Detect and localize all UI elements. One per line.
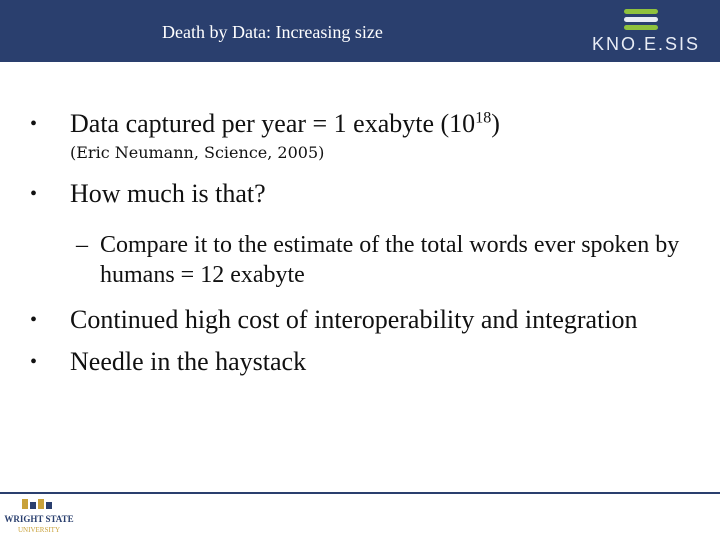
- bullet-dot-icon: •: [30, 309, 38, 331]
- bullet-4-text: Needle in the haystack: [70, 347, 307, 376]
- bullet-1-text: Data captured per year = 1 exabyte (10: [70, 109, 476, 138]
- bullet-dot-icon: •: [30, 183, 38, 205]
- bullet-3: [30, 304, 700, 336]
- footer-divider: [0, 492, 720, 494]
- sub-bullet-1: [30, 230, 700, 290]
- dash-icon: –: [76, 232, 88, 258]
- bullet-2-text: How much is that?: [70, 179, 266, 208]
- bullet-3-text: Continued high cost of interoperability and integration: [70, 305, 638, 334]
- bullet-1-tail: ): [491, 109, 500, 138]
- wright-state-logo: [4, 497, 74, 537]
- bullet-dot-icon: •: [30, 113, 38, 135]
- bullet-2: [30, 178, 700, 210]
- knoesis-e-mark-icon: [592, 6, 708, 34]
- bullet-dot-icon: •: [30, 351, 38, 373]
- slide-body: [30, 108, 700, 378]
- wright-state-emblem-icon: [4, 497, 74, 537]
- bullet-4: [30, 346, 700, 378]
- citation-note: (Eric Neumann, Science, 2005): [70, 143, 325, 162]
- bullet-1: [30, 108, 700, 140]
- slide-title: Death by Data: Increasing size: [162, 22, 383, 42]
- bullet-1-superscript: 18: [475, 109, 492, 127]
- wright-state-logo-line2: UNIVERSITY: [18, 526, 60, 534]
- slide-header: [0, 0, 720, 62]
- knoesis-logo-text: KNO.E.SIS: [592, 34, 701, 54]
- wright-state-logo-line1: WRIGHT STATE: [4, 514, 74, 524]
- knoesis-logo: [592, 6, 708, 56]
- sub-bullet-1-text: Compare it to the estimate of the total words ever spoken by humans = 12 exabyte: [100, 232, 680, 288]
